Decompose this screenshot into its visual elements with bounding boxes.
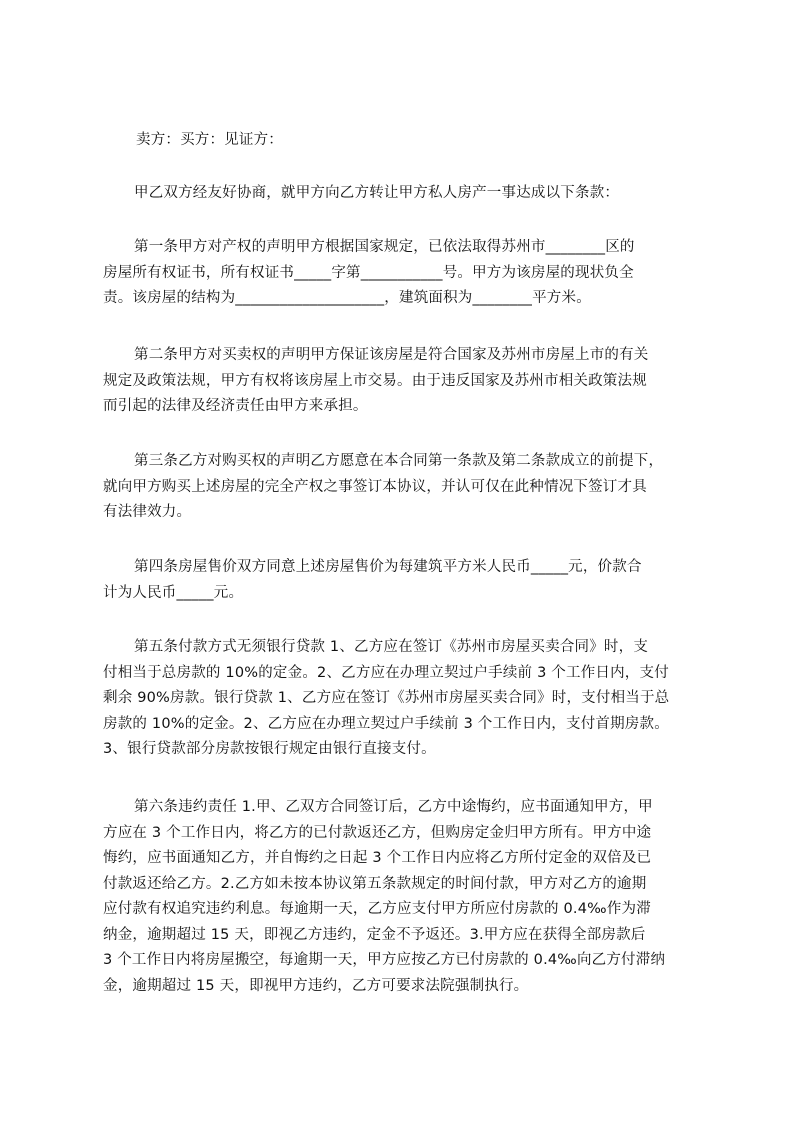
article-6-line: 纳金，逾期超过 15 天，即视乙方违约，定金不予返还。3.甲方应在获得全部房款后 xyxy=(103,926,646,943)
article-6-line: 悔约，应书面通知乙方，并自悔约之日起 3 个工作日内应将乙方所付定金的双倍及已 xyxy=(103,850,652,866)
intro-text: 甲乙双方经友好协商，就甲方向乙方转让甲方私人房产一事达成以下条款： xyxy=(134,185,620,201)
article-2-line: 规定及政策法规，甲方有权将该房屋上市交易。由于违反国家及苏州市相关政策法规 xyxy=(103,372,647,389)
parties-line xyxy=(136,128,731,154)
article-1-line: 第一条甲方对产权的声明甲方根据国家规定，已依法取得苏州市________区的 xyxy=(134,239,635,255)
article-3 xyxy=(103,449,698,526)
article-6-line: 第六条违约责任 1.甲、乙双方合同签订后，乙方中途悔约，应书面通知甲方，甲 xyxy=(134,799,653,815)
article-2-line: 而引起的法律及经济责任由甲方来承担。 xyxy=(103,398,368,414)
article-1-line: 责。该房屋的结构为____________________，建筑面积为________平方米。 xyxy=(103,290,591,306)
article-4 xyxy=(103,555,698,606)
article-3-line: 有法律效力。 xyxy=(103,504,192,520)
article-5-line: 房款的 10%的定金。2、乙方应在办理立契过户手续前 3 个工作日内，支付首期房款。 xyxy=(103,715,669,732)
article-2 xyxy=(103,343,698,420)
article-6-line: 方应在 3 个工作日内，将乙方的已付款返还乙方，但购房定金归甲方所有。甲方中途 xyxy=(103,824,652,841)
article-4-line: 第四条房屋售价双方同意上述房屋售价为每建筑平方米人民币_____元，价款合 xyxy=(134,559,642,575)
article-6-line: 付款返还给乙方。2.乙方如未按本协议第五条款规定的时间付款，甲方对乙方的逾期 xyxy=(103,875,647,892)
article-6-line: 金，逾期超过 15 天，即视甲方违约，乙方可要求法院强制执行。 xyxy=(103,977,529,994)
article-2-line: 第二条甲方对买卖权的声明甲方保证该房屋是符合国家及苏州市房屋上市的有关 xyxy=(134,347,649,363)
article-1-line: 房屋所有权证书，所有权证书_____字第___________号。甲方为该房屋的现状负全 xyxy=(103,264,634,281)
article-1 xyxy=(103,235,698,312)
article-6 xyxy=(103,795,698,999)
article-3-line: 第三条乙方对购买权的声明乙方愿意在本合同第一条款及第二条款成立的前提下， xyxy=(134,453,664,469)
article-4-line: 计为人民币_____元。 xyxy=(103,584,244,601)
article-5-line: 第五条付款方式无须银行贷款 1、乙方应在签订《苏州市房屋买卖合同》时，支 xyxy=(134,639,649,655)
article-3-line: 就向甲方购买上述房屋的完全产权之事签订本协议，并认可仅在此种情况下签订才具 xyxy=(103,478,647,495)
article-5-line: 剩余 90%房款。银行贷款 1、乙方应在签订《苏州市房屋买卖合同》时，支付相当于总 xyxy=(103,690,670,706)
article-6-line: 3 个工作日内将房屋搬空，每逾期一天，甲方应按乙方已付房款的 0.4‰向乙方付滞纳 xyxy=(103,952,666,968)
article-5 xyxy=(103,635,698,763)
article-5-line: 3、银行贷款部分房款按银行规定由银行直接支付。 xyxy=(103,741,436,757)
article-6-line: 应付款有权追究违约利息。每逾期一天，乙方应支付甲方所应付房款的 0.4‰作为滞 xyxy=(103,901,651,917)
intro-paragraph xyxy=(103,181,698,207)
article-5-line: 付相当于总房款的 10%的定金。2、乙方应在办理立契过户手续前 3 个工作日内，支付 xyxy=(103,664,669,681)
parties-text: 卖方：买方：见证方： xyxy=(136,132,283,148)
